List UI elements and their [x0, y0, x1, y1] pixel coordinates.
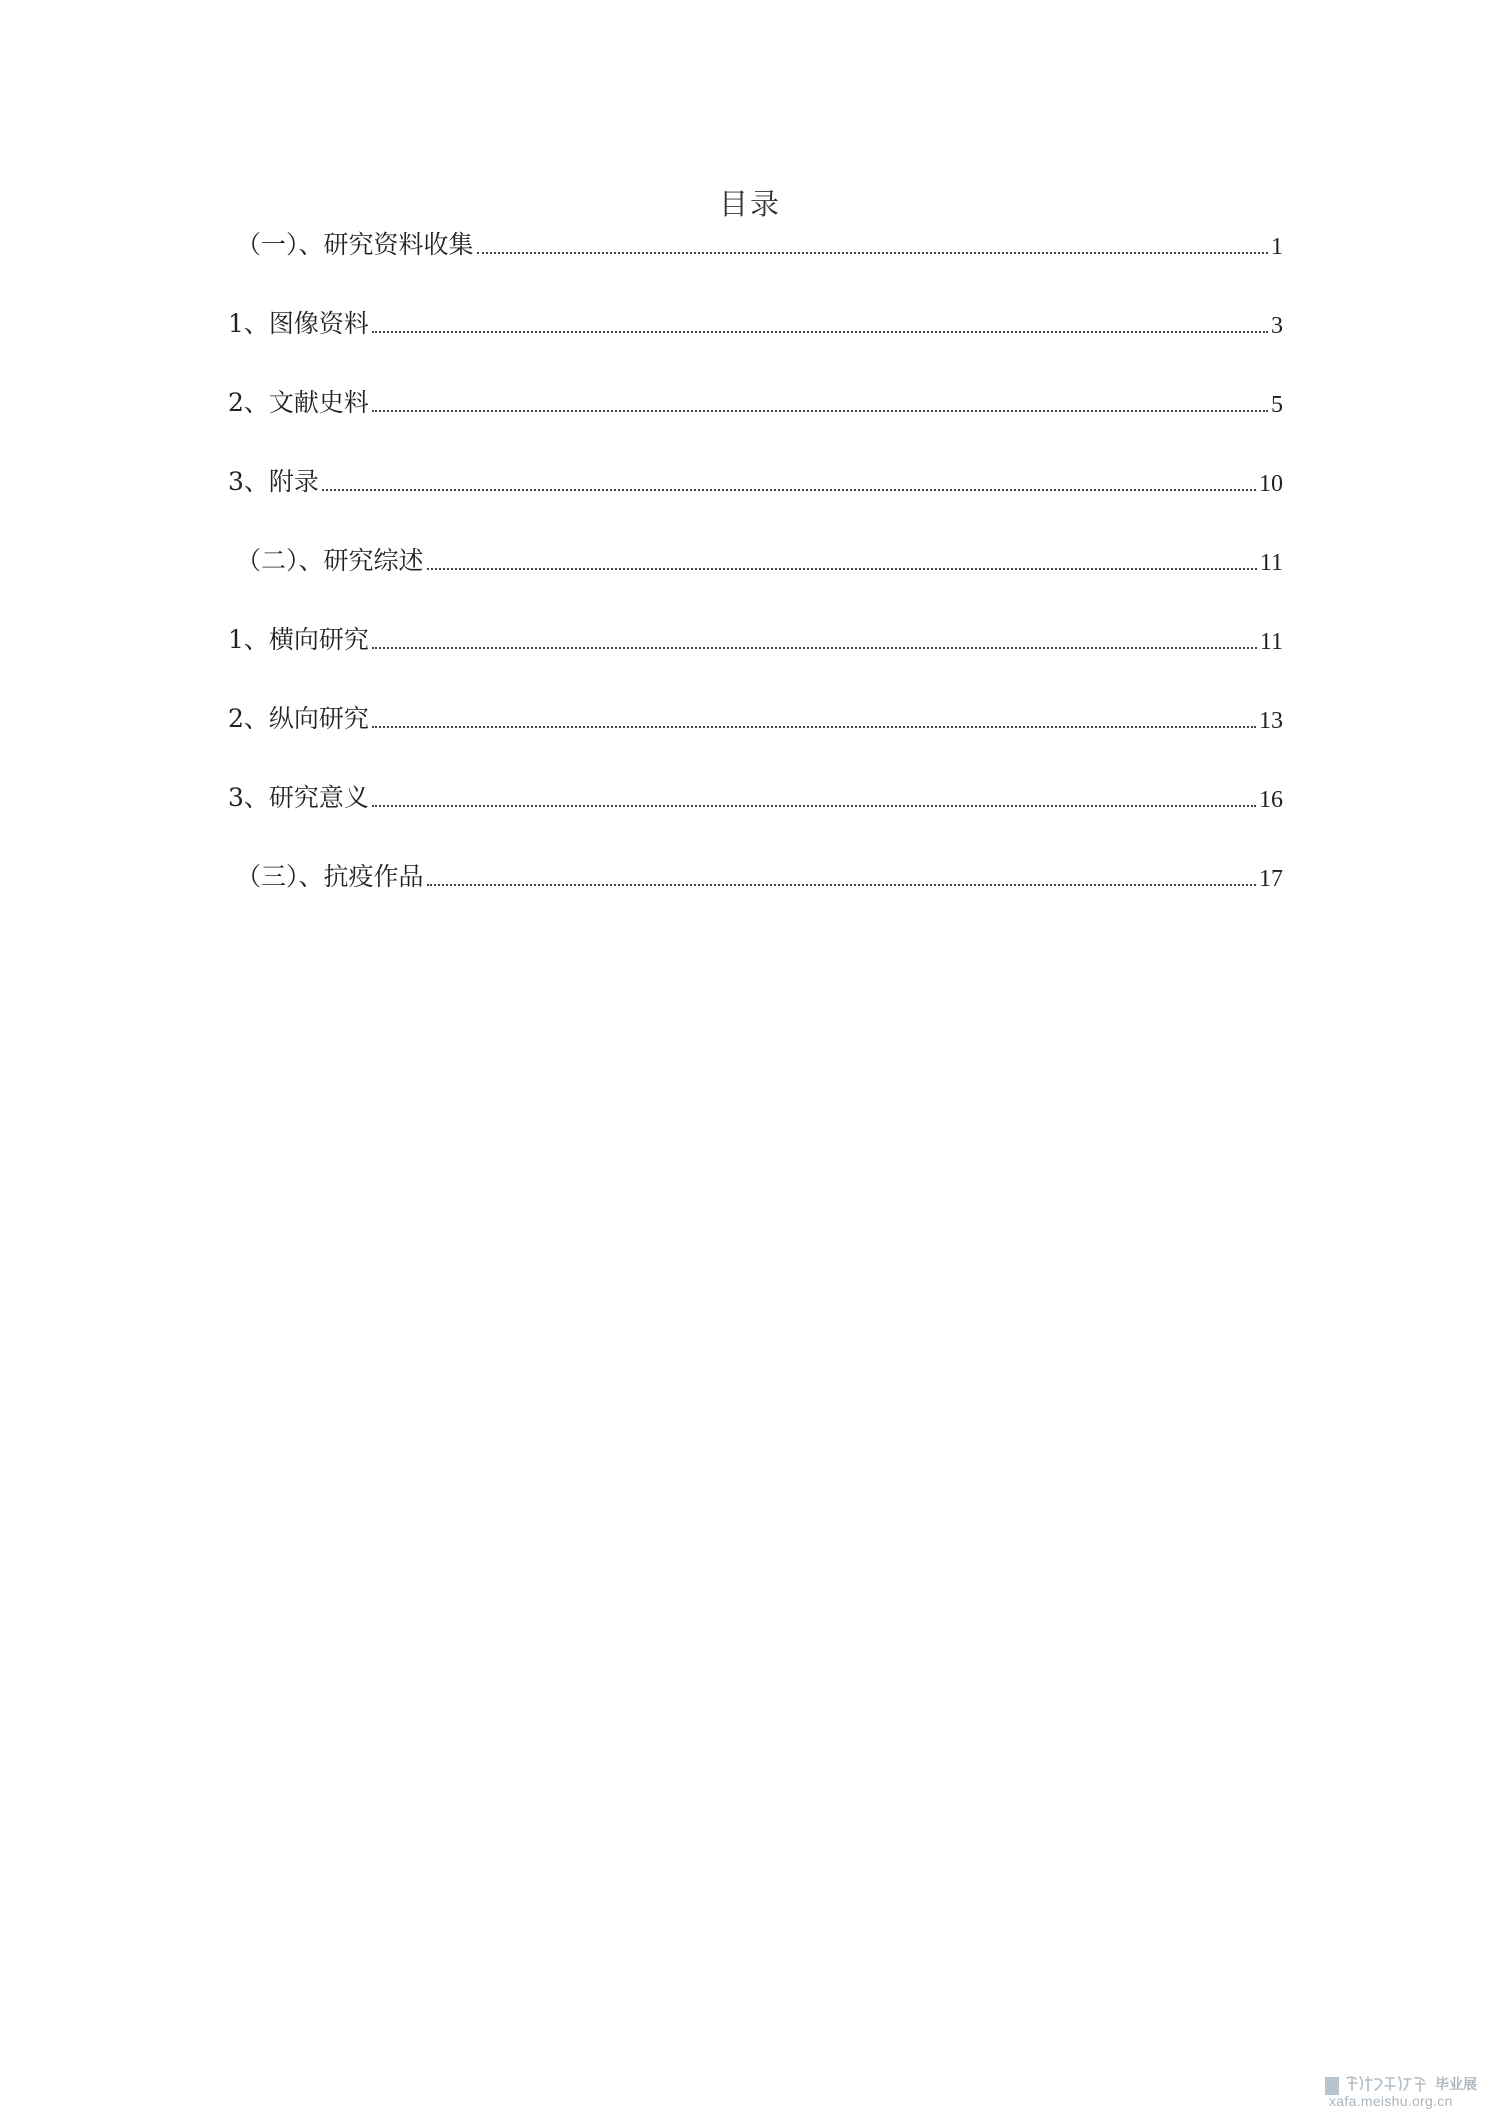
toc-entry[interactable]	[236, 541, 1283, 577]
toc-entry-page: 10	[1259, 471, 1283, 497]
toc-entry-page: 17	[1259, 866, 1283, 892]
toc-entry-page: 3	[1271, 313, 1283, 339]
toc-leader-dots	[372, 410, 1268, 412]
toc-entry-label: （二）、研究综述	[236, 546, 424, 575]
toc-entry-label: （一）、研究资料收集	[236, 230, 474, 259]
toc-entry[interactable]	[228, 620, 1283, 656]
toc-entry-label: 1、横向研究	[228, 625, 369, 654]
toc-entry-page: 11	[1259, 550, 1283, 576]
toc-entry-label: 3、附录	[228, 467, 319, 496]
toc-leader-dots	[372, 726, 1256, 728]
toc-entry-label: 1、图像资料	[228, 309, 369, 338]
toc-leader-dots	[477, 252, 1268, 254]
toc-entry-label: 2、文献史料	[228, 388, 369, 417]
toc-entry[interactable]	[228, 778, 1283, 814]
toc-entry[interactable]	[236, 857, 1283, 893]
toc-leader-dots	[372, 647, 1257, 649]
toc-entry-label: （三）、抗疫作品	[236, 862, 424, 891]
toc-entry[interactable]	[228, 699, 1283, 735]
toc-entry-page: 11	[1259, 629, 1283, 655]
toc-leader-dots	[372, 805, 1256, 807]
toc-entry[interactable]	[228, 462, 1283, 498]
watermark-calligraphy-logo	[1344, 2074, 1432, 2094]
toc-leader-dots	[427, 568, 1257, 570]
toc-entry-label: 3、研究意义	[228, 783, 369, 812]
toc-entry[interactable]	[228, 304, 1283, 340]
toc-entry-page: 1	[1271, 234, 1283, 260]
toc-leader-dots	[427, 884, 1256, 886]
toc-entry-label: 2、纵向研究	[228, 704, 369, 733]
toc-entry[interactable]	[228, 383, 1283, 419]
watermark	[1325, 2074, 1480, 2110]
toc-leader-dots	[372, 331, 1268, 333]
toc-leader-dots	[322, 489, 1256, 491]
toc-entry-page: 16	[1259, 787, 1283, 813]
toc-entry-page: 13	[1259, 708, 1283, 734]
watermark-label: 毕业展	[1435, 2076, 1477, 2092]
toc-entry-page: 5	[1271, 392, 1283, 418]
watermark-url: xafa.meishu.org.cn	[1329, 2093, 1453, 2109]
toc-title: 目录	[718, 187, 781, 221]
toc-entry[interactable]	[236, 225, 1283, 261]
